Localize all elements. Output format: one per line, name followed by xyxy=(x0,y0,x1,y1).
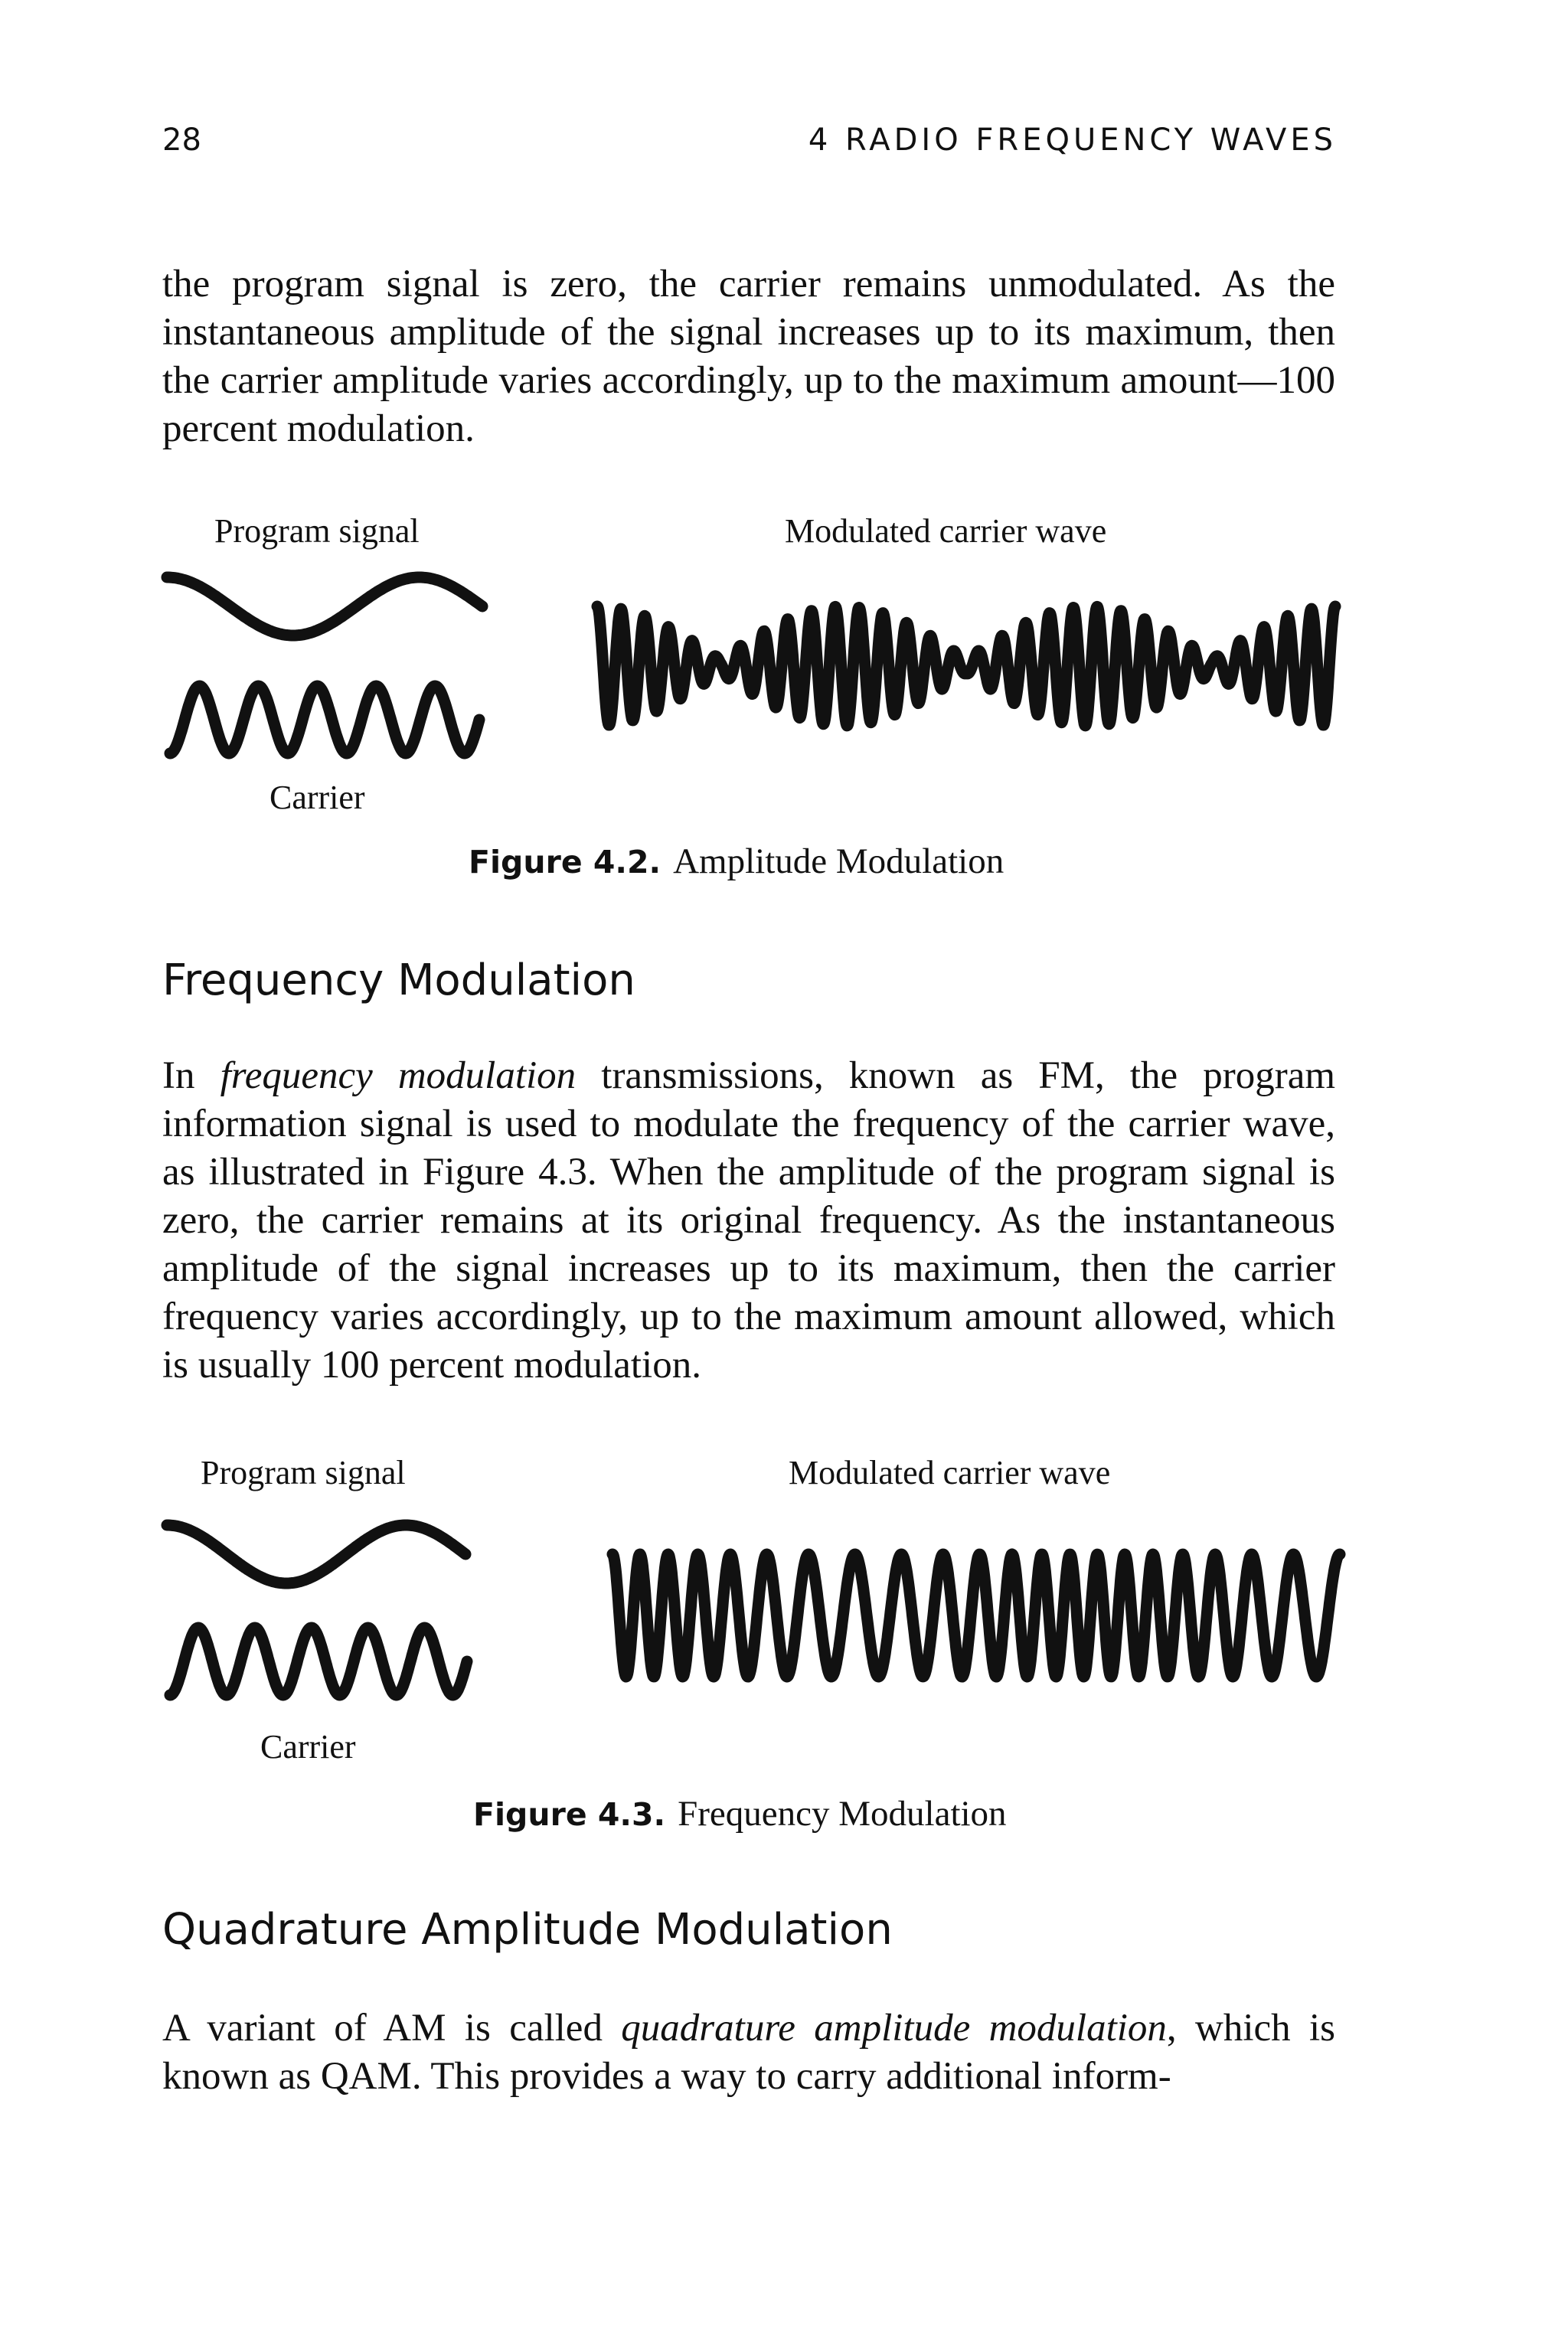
figure-fm-caption xyxy=(473,1793,1007,1834)
heading-qam: Quadrature Amplitude Modulation xyxy=(162,1905,893,1955)
page-number: 28 xyxy=(162,122,201,158)
paragraph-am-continued: the program signal is zero, the carrier remains unmodulated. As the instantaneous amplitude of the signal increases up to its maximum, then the carrier amplitude varies accordingly, up to the maximum amount—100 percent modulation. xyxy=(162,263,1335,450)
figure-am-program-label: Program signal xyxy=(214,512,420,550)
figure-am-caption-text: Amplitude Modulation xyxy=(673,841,1004,881)
paragraph-qam xyxy=(162,2004,1335,2101)
paragraph-qam-term: quadrature amplitude modulation xyxy=(621,2007,1167,2050)
paragraph-qam-before: A variant of AM is called xyxy=(162,2007,622,2050)
figure-fm-carrier-label: Carrier xyxy=(260,1728,356,1766)
heading-frequency-modulation: Frequency Modulation xyxy=(162,956,635,1005)
figure-am-carrier-label: Carrier xyxy=(270,779,365,816)
figure-fm-caption-prefix: Figure 4.3. xyxy=(473,1796,666,1833)
figure-fm-program-label: Program signal xyxy=(201,1454,406,1491)
paragraph-qam-after: , which is known as QAM. This provides a way to carry additional inform- xyxy=(162,2007,1335,2098)
paragraph-fm-before: In xyxy=(162,1054,220,1097)
figure-fm-modulated-label: Modulated carrier wave xyxy=(789,1454,1111,1491)
paragraph-fm-after: transmissions, known as FM, the program information signal is used to modulate the frequency of the carrier wave, as illustrated in Figure 4.3. When the amplitude of the program signal is zero, the carrier remains at its original frequency. As the instantaneous amplitude of the signal increases up to its maximum, then the carrier frequency varies accordingly, up to the maximum amount allowed, which is usually 100 percent modulation. xyxy=(162,1054,1336,1387)
figure-fm-caption-text: Frequency Modulation xyxy=(678,1794,1007,1834)
figure-am-caption-prefix: Figure 4.2. xyxy=(469,844,662,880)
figure-am-modulated-label: Modulated carrier wave xyxy=(785,512,1107,550)
running-head: 4 RADIO FREQUENCY WAVES xyxy=(808,122,1337,158)
paragraph-fm-term: frequency modulation xyxy=(220,1054,577,1097)
